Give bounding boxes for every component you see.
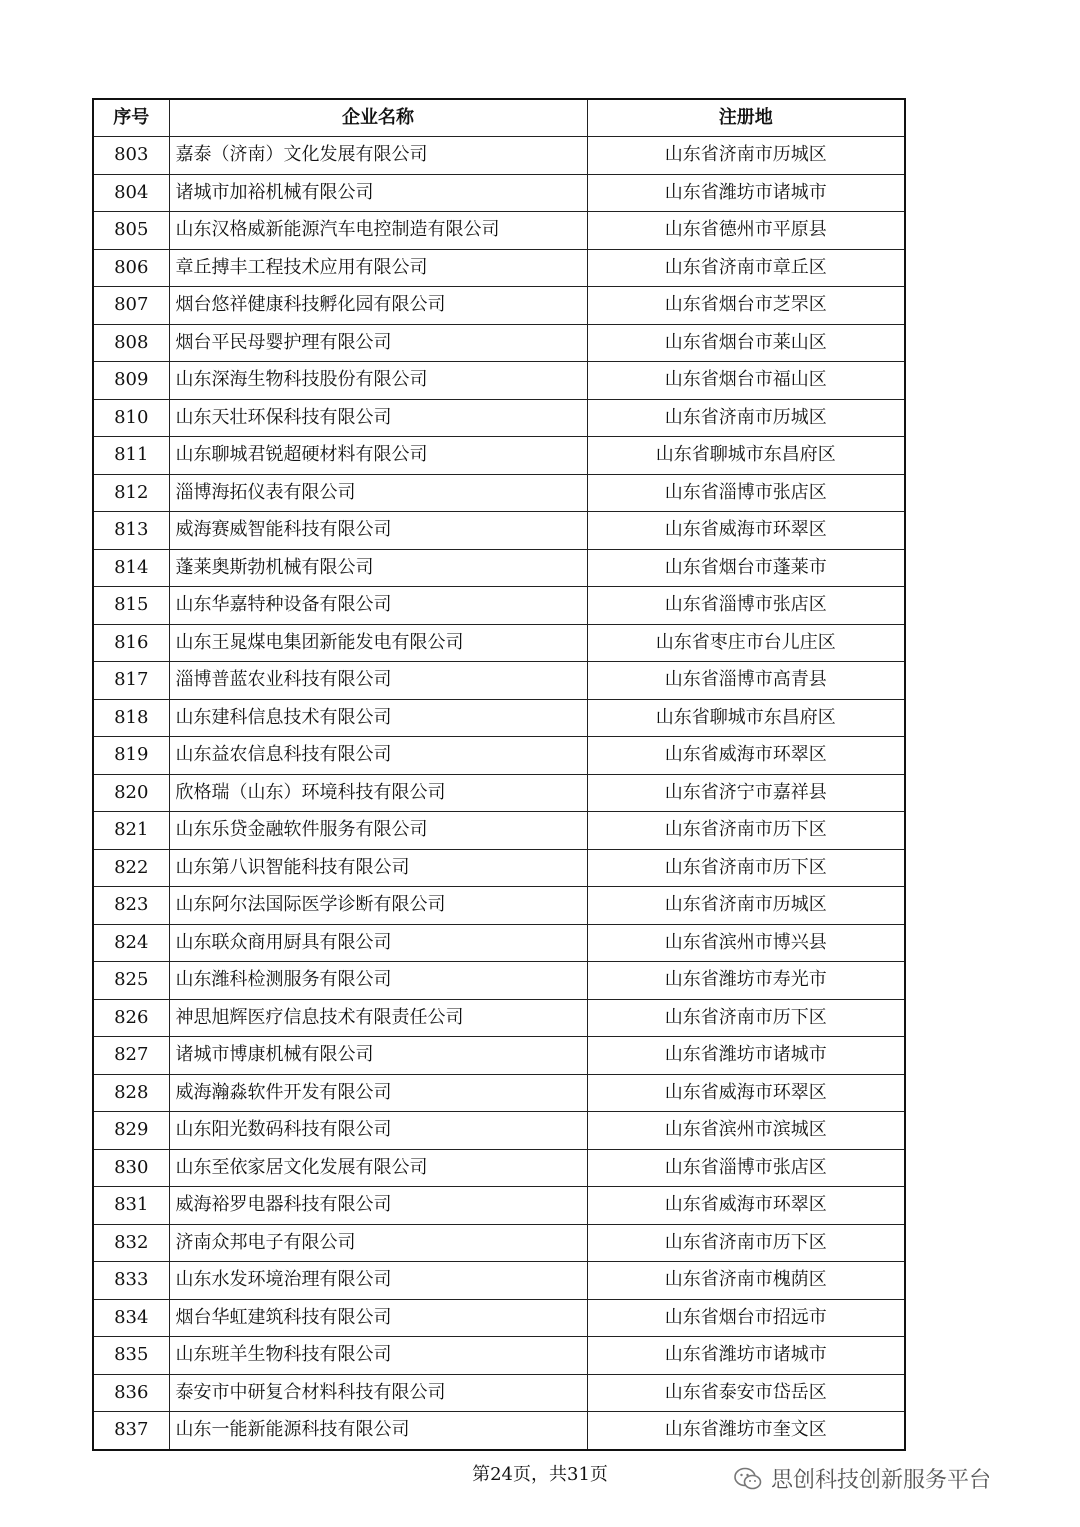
- row-seq: 810: [93, 399, 169, 437]
- row-company-name: 山东阿尔法国际医学诊断有限公司: [169, 887, 587, 925]
- row-seq: 806: [93, 249, 169, 287]
- table-row: [93, 1224, 905, 1262]
- row-registered-place: 山东省淄博市张店区: [587, 474, 905, 512]
- table-row: [93, 399, 905, 437]
- table-row: [93, 1299, 905, 1337]
- row-registered-place: 山东省济宁市嘉祥县: [587, 774, 905, 812]
- row-registered-place: 山东省济南市历下区: [587, 812, 905, 850]
- row-seq: 813: [93, 512, 169, 550]
- row-registered-place: 山东省济南市历城区: [587, 399, 905, 437]
- row-registered-place: 山东省淄博市张店区: [587, 1149, 905, 1187]
- row-registered-place: 山东省济南市槐荫区: [587, 1262, 905, 1300]
- row-company-name: 山东聊城君锐超硬材料有限公司: [169, 437, 587, 475]
- row-seq: 811: [93, 437, 169, 475]
- page-number: 第24页，共31页: [472, 1464, 608, 1485]
- table-row: [93, 287, 905, 325]
- row-seq: 809: [93, 362, 169, 400]
- row-registered-place: 山东省济南市历下区: [587, 999, 905, 1037]
- table-row: [93, 999, 905, 1037]
- table-row: [93, 1187, 905, 1225]
- table-row: [93, 849, 905, 887]
- row-company-name: 山东建科信息技术有限公司: [169, 699, 587, 737]
- row-seq: 827: [93, 1037, 169, 1075]
- row-seq: 804: [93, 174, 169, 212]
- wechat-icon: [733, 1466, 763, 1492]
- row-registered-place: 山东省潍坊市诸城市: [587, 1037, 905, 1075]
- table-row: [93, 1374, 905, 1412]
- row-seq: 818: [93, 699, 169, 737]
- row-registered-place: 山东省济南市历下区: [587, 849, 905, 887]
- row-company-name: 山东益农信息科技有限公司: [169, 737, 587, 775]
- row-registered-place: 山东省泰安市岱岳区: [587, 1374, 905, 1412]
- row-registered-place: 山东省烟台市招远市: [587, 1299, 905, 1337]
- row-seq: 812: [93, 474, 169, 512]
- row-company-name: 山东联众商用厨具有限公司: [169, 924, 587, 962]
- row-seq: 815: [93, 587, 169, 625]
- table-row: [93, 1262, 905, 1300]
- table-row: [93, 1149, 905, 1187]
- row-company-name: 山东潍科检测服务有限公司: [169, 962, 587, 1000]
- table-row: [93, 737, 905, 775]
- row-registered-place: 山东省枣庄市台儿庄区: [587, 624, 905, 662]
- row-seq: 814: [93, 549, 169, 587]
- row-registered-place: 山东省潍坊市奎文区: [587, 1412, 905, 1450]
- row-seq: 808: [93, 324, 169, 362]
- row-seq: 821: [93, 812, 169, 850]
- row-company-name: 神思旭辉医疗信息技术有限责任公司: [169, 999, 587, 1037]
- row-company-name: 济南众邦电子有限公司: [169, 1224, 587, 1262]
- header-row: [93, 99, 905, 137]
- row-company-name: 威海裕罗电器科技有限公司: [169, 1187, 587, 1225]
- row-seq: 823: [93, 887, 169, 925]
- row-company-name: 山东第八识智能科技有限公司: [169, 849, 587, 887]
- table-row: [93, 924, 905, 962]
- table-row: [93, 887, 905, 925]
- row-company-name: 威海瀚淼软件开发有限公司: [169, 1074, 587, 1112]
- row-seq: 807: [93, 287, 169, 325]
- table-row: [93, 1074, 905, 1112]
- row-seq: 835: [93, 1337, 169, 1375]
- row-company-name: 山东华嘉特种设备有限公司: [169, 587, 587, 625]
- table-row: [93, 1337, 905, 1375]
- row-company-name: 章丘搏丰工程技术应用有限公司: [169, 249, 587, 287]
- row-registered-place: 山东省淄博市高青县: [587, 662, 905, 700]
- header-company-name: 企业名称: [169, 99, 587, 137]
- row-seq: 832: [93, 1224, 169, 1262]
- row-company-name: 烟台平民母婴护理有限公司: [169, 324, 587, 362]
- table-row: [93, 437, 905, 475]
- row-registered-place: 山东省滨州市博兴县: [587, 924, 905, 962]
- row-seq: 830: [93, 1149, 169, 1187]
- row-seq: 819: [93, 737, 169, 775]
- row-company-name: 嘉泰（济南）文化发展有限公司: [169, 137, 587, 175]
- row-registered-place: 山东省潍坊市寿光市: [587, 962, 905, 1000]
- row-company-name: 山东乐贷金融软件服务有限公司: [169, 812, 587, 850]
- table-row: [93, 1037, 905, 1075]
- row-company-name: 烟台悠祥健康科技孵化园有限公司: [169, 287, 587, 325]
- table-row: [93, 699, 905, 737]
- row-company-name: 烟台华虹建筑科技有限公司: [169, 1299, 587, 1337]
- table-row: [93, 324, 905, 362]
- row-registered-place: 山东省聊城市东昌府区: [587, 699, 905, 737]
- row-seq: 836: [93, 1374, 169, 1412]
- row-company-name: 泰安市中研复合材料科技有限公司: [169, 1374, 587, 1412]
- table-row: [93, 774, 905, 812]
- table-row: [93, 662, 905, 700]
- row-company-name: 淄博海拓仪表有限公司: [169, 474, 587, 512]
- company-table: [92, 98, 906, 1451]
- row-seq: 816: [93, 624, 169, 662]
- row-seq: 824: [93, 924, 169, 962]
- row-seq: 805: [93, 212, 169, 250]
- row-company-name: 淄博普蓝农业科技有限公司: [169, 662, 587, 700]
- table-row: [93, 512, 905, 550]
- row-company-name: 山东汉格威新能源汽车电控制造有限公司: [169, 212, 587, 250]
- row-registered-place: 山东省威海市环翠区: [587, 1187, 905, 1225]
- row-company-name: 蓬莱奥斯勃机械有限公司: [169, 549, 587, 587]
- row-seq: 834: [93, 1299, 169, 1337]
- row-registered-place: 山东省济南市历下区: [587, 1224, 905, 1262]
- row-company-name: 山东阳光数码科技有限公司: [169, 1112, 587, 1150]
- row-company-name: 山东天壮环保科技有限公司: [169, 399, 587, 437]
- row-seq: 829: [93, 1112, 169, 1150]
- row-company-name: 威海赛威智能科技有限公司: [169, 512, 587, 550]
- table-row: [93, 624, 905, 662]
- row-company-name: 诸城市博康机械有限公司: [169, 1037, 587, 1075]
- row-registered-place: 山东省德州市平原县: [587, 212, 905, 250]
- watermark: [733, 1463, 991, 1494]
- row-registered-place: 山东省烟台市莱山区: [587, 324, 905, 362]
- row-registered-place: 山东省威海市环翠区: [587, 512, 905, 550]
- row-registered-place: 山东省烟台市芝罘区: [587, 287, 905, 325]
- row-seq: 822: [93, 849, 169, 887]
- row-registered-place: 山东省济南市历城区: [587, 887, 905, 925]
- row-registered-place: 山东省淄博市张店区: [587, 587, 905, 625]
- row-registered-place: 山东省济南市历城区: [587, 137, 905, 175]
- table-header: [93, 99, 905, 137]
- table-row: [93, 1112, 905, 1150]
- row-company-name: 山东班羊生物科技有限公司: [169, 1337, 587, 1375]
- row-seq: 833: [93, 1262, 169, 1300]
- table-row: [93, 212, 905, 250]
- table-row: [93, 362, 905, 400]
- row-registered-place: 山东省威海市环翠区: [587, 1074, 905, 1112]
- row-seq: 831: [93, 1187, 169, 1225]
- table-row: [93, 174, 905, 212]
- row-seq: 817: [93, 662, 169, 700]
- row-company-name: 山东一能新能源科技有限公司: [169, 1412, 587, 1450]
- table-row: [93, 137, 905, 175]
- row-company-name: 诸城市加裕机械有限公司: [169, 174, 587, 212]
- row-registered-place: 山东省潍坊市诸城市: [587, 1337, 905, 1375]
- table-row: [93, 249, 905, 287]
- row-registered-place: 山东省烟台市蓬莱市: [587, 549, 905, 587]
- row-registered-place: 山东省济南市章丘区: [587, 249, 905, 287]
- table-row: [93, 549, 905, 587]
- table-row: [93, 812, 905, 850]
- row-seq: 803: [93, 137, 169, 175]
- row-company-name: 山东至依家居文化发展有限公司: [169, 1149, 587, 1187]
- row-registered-place: 山东省潍坊市诸城市: [587, 174, 905, 212]
- row-seq: 826: [93, 999, 169, 1037]
- watermark-text: 思创科技创新服务平台: [771, 1468, 992, 1493]
- row-company-name: 山东深海生物科技股份有限公司: [169, 362, 587, 400]
- row-company-name: 山东水发环境治理有限公司: [169, 1262, 587, 1300]
- row-registered-place: 山东省聊城市东昌府区: [587, 437, 905, 475]
- row-company-name: 山东王晁煤电集团新能发电有限公司: [169, 624, 587, 662]
- table-row: [93, 1412, 905, 1450]
- table-row: [93, 962, 905, 1000]
- table-row: [93, 587, 905, 625]
- company-table-container: [92, 98, 904, 1451]
- table-body: [93, 137, 905, 1450]
- header-registered-place: 注册地: [587, 99, 905, 137]
- row-seq: 828: [93, 1074, 169, 1112]
- row-registered-place: 山东省威海市环翠区: [587, 737, 905, 775]
- row-company-name: 欣格瑞（山东）环境科技有限公司: [169, 774, 587, 812]
- row-registered-place: 山东省烟台市福山区: [587, 362, 905, 400]
- header-seq: 序号: [93, 99, 169, 137]
- row-seq: 820: [93, 774, 169, 812]
- row-seq: 825: [93, 962, 169, 1000]
- row-seq: 837: [93, 1412, 169, 1450]
- row-registered-place: 山东省滨州市滨城区: [587, 1112, 905, 1150]
- table-row: [93, 474, 905, 512]
